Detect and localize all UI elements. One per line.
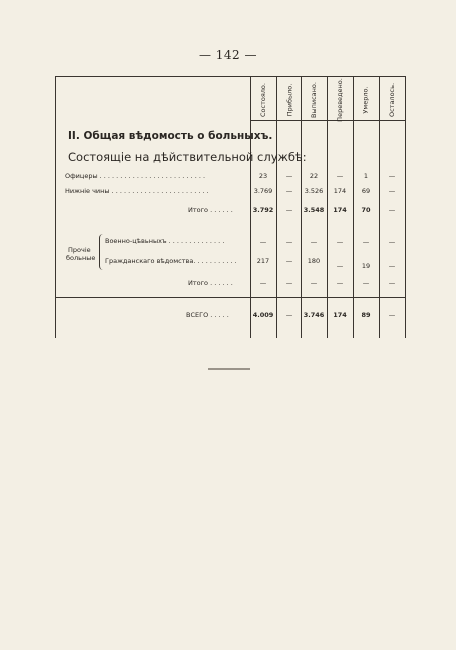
row-label-total-2: Итого . . . . . . <box>188 279 233 287</box>
cell: — <box>388 238 396 246</box>
cell: 22 <box>309 172 319 180</box>
cell: 3.769 <box>253 187 273 195</box>
row-label-officers: Офицеры . . . . . . . . . . . . . . . . . . . . . . . . . . <box>65 172 206 180</box>
cell: — <box>388 206 396 214</box>
cell: 1 <box>363 172 369 180</box>
cell: — <box>336 262 344 270</box>
row-label-civil-department: Гражданскаго вѣдомства. . . . . . . . . . . <box>105 257 237 265</box>
cell: 69 <box>361 187 371 195</box>
row-label-total-1: Итого . . . . . . <box>188 206 233 214</box>
cell: — <box>285 279 293 287</box>
cell: 3.526 <box>304 187 324 195</box>
col-header-pribylo: Прибыло. <box>285 83 294 117</box>
brace <box>99 234 104 270</box>
row-label-military-officials: Военно-цѣвьныхъ . . . . . . . . . . . . . . <box>105 237 225 245</box>
col-header-umerlo: Умерло. <box>362 86 370 114</box>
closing-rule <box>208 368 250 370</box>
cell: — <box>310 238 318 246</box>
cell: 174 <box>333 311 347 319</box>
cell: — <box>388 279 396 287</box>
cell: — <box>336 279 344 287</box>
cell: 174 <box>333 187 347 195</box>
row-label-grand-total: ВСЕГО . . . . . <box>186 311 229 319</box>
page-number: — 142 — <box>198 48 258 62</box>
cell: — <box>388 262 396 270</box>
cell: 217 <box>256 257 270 265</box>
cell: — <box>388 187 396 195</box>
cell: — <box>388 311 396 319</box>
table-right-rule <box>405 76 406 338</box>
cell: — <box>388 172 396 180</box>
cell: 180 <box>307 257 321 265</box>
col-header-sostoyalo: Состояло. <box>259 83 267 117</box>
cell: 4.009 <box>252 311 274 319</box>
cell: — <box>362 238 370 246</box>
cell: — <box>259 279 267 287</box>
cell: — <box>285 257 293 265</box>
col-header-ostalos: Осталось. <box>388 82 396 118</box>
cell: — <box>362 279 370 287</box>
section-title: II. Общая вѣдомость о больныхъ. <box>68 130 273 142</box>
table-left-rule <box>55 76 56 338</box>
cell: — <box>285 206 293 214</box>
cell: 70 <box>361 206 371 214</box>
cell: 174 <box>333 206 347 214</box>
cell: — <box>285 172 293 180</box>
cell: — <box>285 187 293 195</box>
col-header-perevedeno: Переведено. <box>336 78 345 122</box>
cell: 89 <box>361 311 371 319</box>
cell: — <box>310 279 318 287</box>
col-header-vypisano: Выписано. <box>310 82 319 118</box>
cell: 23 <box>258 172 268 180</box>
other-patients-label-2: больные <box>66 254 96 262</box>
cell: — <box>259 238 267 246</box>
cell: 3.792 <box>252 206 274 214</box>
cell: — <box>336 238 344 246</box>
cell: 19 <box>361 262 371 270</box>
cell: — <box>285 311 293 319</box>
cell: 3.548 <box>303 206 325 214</box>
row-label-lower-ranks: Нижніе чины . . . . . . . . . . . . . . . . . . . . . . . . <box>65 187 209 195</box>
cell: — <box>336 172 344 180</box>
cell: — <box>285 238 293 246</box>
section-subtitle: Состоящіе на дѣйствительной службѣ: <box>68 150 307 164</box>
cell: 3.746 <box>303 311 325 319</box>
other-patients-label-1: Прочіе <box>68 246 91 254</box>
